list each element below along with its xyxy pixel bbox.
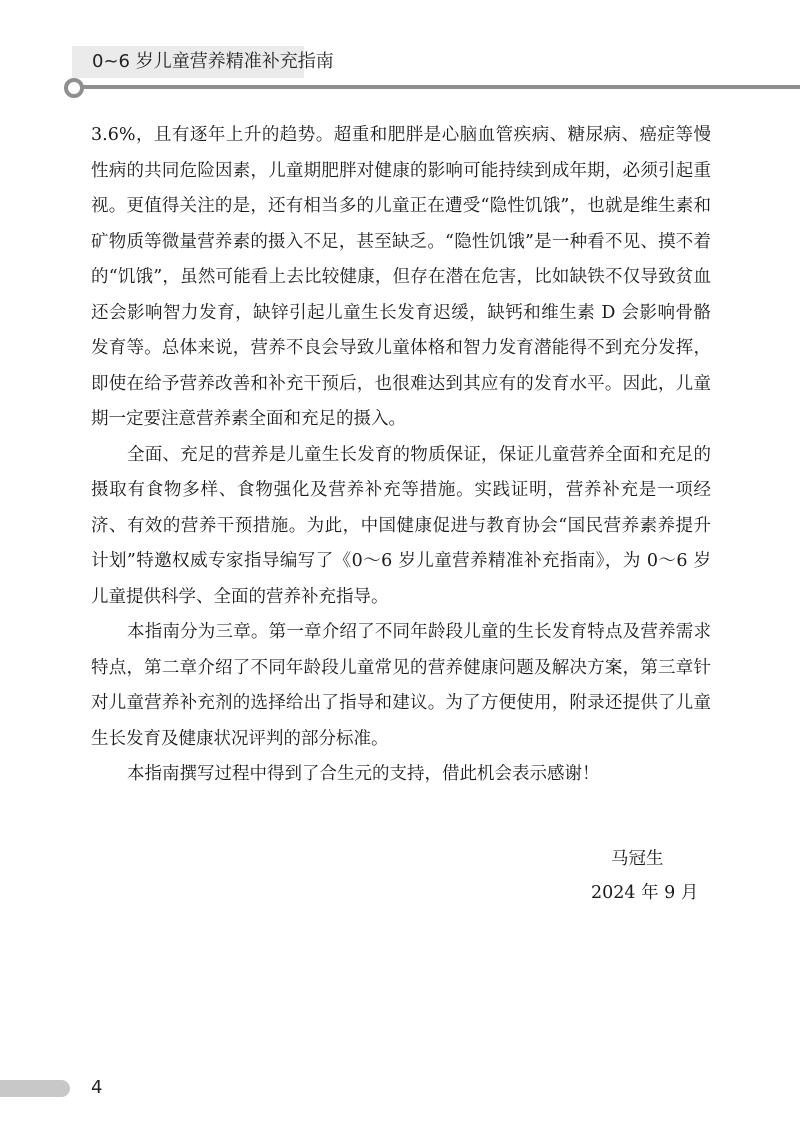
footer-tab-bar: [0, 1080, 70, 1097]
paragraph-acknowledgement: 本指南撰写过程中得到了合生元的支持，借此机会表示感谢！: [127, 764, 600, 784]
page-number: 4: [91, 1077, 103, 1098]
paragraph-nutrition-guarantee: 全面、充足的营养是儿童生长发育的物质保证，保证儿童营养全面和充足的摄取有食物多样、食物强化及营养补充等措施。实践证明，营养补充是一项经济、有效的营养干预措施。为此，中国健康促进与教育协会“国民营养素养提升计划”特邀权威专家指导编写了《0～6 岁儿童营养精准补充指南》，为 0～6 岁儿童提供科学、全面的营养补充指导。: [91, 444, 711, 607]
author-signature: 马冠生: [611, 849, 664, 869]
paragraph-continued: 3.6%，且有逐年上升的趋势。超重和肥胖是心脑血管疾病、糖尿病、癌症等慢性病的共同危险因素，儿童期肥胖对健康的影响可能持续到成年期，必须引起重视。更值得关注的是，还有相当多的儿童正在遭受“隐性饥饿”，也就是维生素和矿物质等微量营养素的摄入不足，甚至缺乏。“隐性饥饿”是一种看不见、摸不着的“饥饿”，虽然可能看上去比较健康，但存在潜在危害，比如缺铁不仅导致贫血还会影响智力发育，缺锌引起儿童生长发育迟缓，缺钙和维生素 D 会影响骨骼发育等。总体来说，营养不良会导致儿童体格和智力发育潜能得不到充分发挥，即使在给予营养改善和补充干预后，也很难达到其应有的发育水平。因此，儿童期一定要注意营养素全面和充足的摄入。: [91, 125, 711, 429]
header-circle-ornament: [64, 78, 84, 98]
body-text: [91, 118, 711, 793]
header-rule: [76, 85, 800, 89]
signature-date: 2024 年 9 月: [591, 883, 699, 903]
running-header-title: 0~6 岁儿童营养精准补充指南: [92, 51, 334, 72]
paragraph-guide-structure: 本指南分为三章。第一章介绍了不同年龄段儿童的生长发育特点及营养需求特点，第二章介绍了不同年龄段儿童常见的营养健康问题及解决方案，第三章针对儿童营养补充剂的选择给出了指导和建议。为了方便使用，附录还提供了儿童生长发育及健康状况评判的部分标准。: [91, 622, 711, 749]
